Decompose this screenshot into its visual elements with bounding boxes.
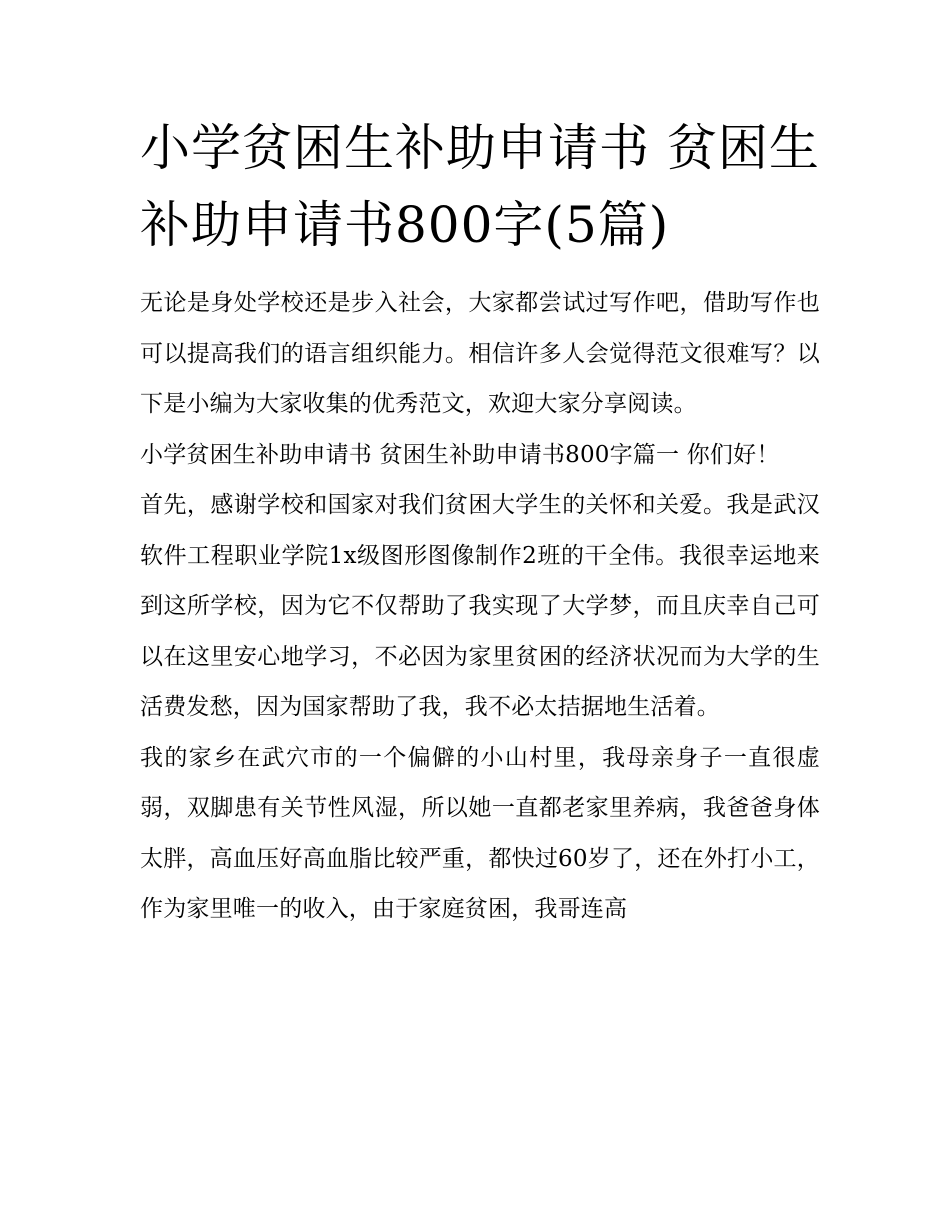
document-page — [140, 110, 820, 935]
paragraph-family: 我的家乡在武穴市的一个偏僻的小山村里，我母亲身子一直很虚弱，双脚患有关节性风湿，所以她一直都老家里养病，我爸爸身体太胖，高血压好高血脂比较严重，都快过60岁了，还在外打小工，作为家里唯一的收入，由于家庭贫困，我哥连高 — [140, 744, 820, 922]
paragraph-thanks: 首先，感谢学校和国家对我们贫困大学生的关怀和关爱。我是武汉软件工程职业学院1x级图形图像制作2班的干全伟。我很幸运地来到这所学校，因为它不仅帮助了我实现了大学梦，而且庆幸自己可以在这里安心地学习，不必因为家里贫困的经济状况而为大学的生活费发愁，因为国家帮助了我，我不必太拮据地生活着。 — [140, 492, 820, 720]
paragraph-intro: 无论是身处学校还是步入社会，大家都尝试过写作吧，借助写作也可以提高我们的语言组织能力。相信许多人会觉得范文很难写？以下是小编为大家收集的优秀范文，欢迎大家分享阅读。 — [140, 290, 820, 417]
document-title: 小学贫困生补助申请书 贫困生补助申请书800字(5篇) — [140, 119, 820, 254]
paragraph-heading-one: 小学贫困生补助申请书 贫困生补助申请书800字篇一 你们好！ — [140, 441, 780, 468]
